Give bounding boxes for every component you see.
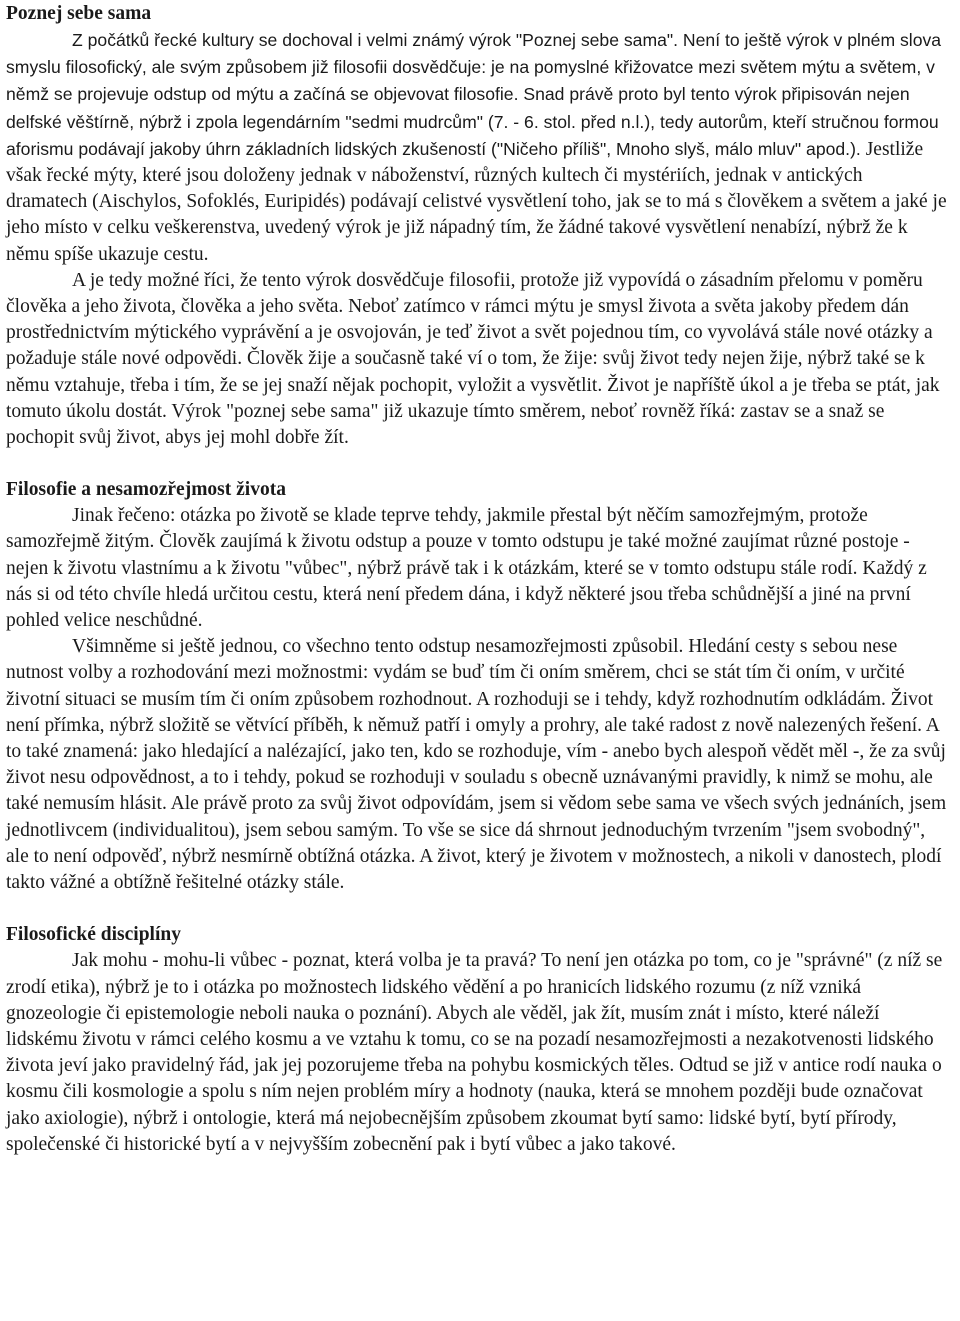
section-heading: Poznej sebe sama xyxy=(6,3,152,24)
paragraph xyxy=(6,27,948,268)
section-filosofie-a-nesamozrejmost xyxy=(6,477,948,896)
paragraph: Jak mohu - mohu-li vůbec - poznat, která volba je ta pravá? To není jen otázka po tom, co je "správné" (z níž se zrodí etika), nýbrž je to i otázka po možnostech lidského vědění a po hranicích lidského rozumu (z níž vzniká gnozeologie či epistemologie neboli nauka o poznání). Abych ale věděl, jak žít, musím znát i místo, které náleží lidskému životu v rámci celého kosmu a ve vztahu k tomu, co se na pozadí nesamozřejmosti a nezakotvenosti lidského života jeví jako pravidelný řád, jak jej pozorujeme třeba na pohybu kosmických těles. Odtud se již v antice rodí nauka o kosmu čili kosmologie a spolu s ním nejen problém míry a hodnoty (nauka, která se mnohem později bude označovat jako axiologie), nýbrž i ontologie, která má nejobecnějším způsobem zkoumat bytí samo: lidské bytí, bytí přírody, společenské či historické bytí a v nejvyšším zobecnění pak i bytí vůbec a jako takové. xyxy=(6,950,943,1155)
paragraph: Všimněme si ještě jednou, co všechno tento odstup nesamozřejmosti způsobil. Hledání cesty s sebou nese nutnost volby a rozhodování mezi možnostmi: vydám se buď tím či oním směrem, chci se stát tím či oním, v určité životní situaci se musím tím či oním způsobem rozhodnout. A rozhoduji se i tehdy, když rozhodnutím odkládám. Život není přímka, nýbrž složitě se větvící příběh, k němuž patří i omyly a prohry, ale také radost z nově nalezených řešení. A to také znamená: jako hledající a nalézající, jako ten, kdo se rozhoduje, vím - anebo bych alespoň vědět měl -, že za svůj život nesu odpovědnost, a to i tehdy, pokud se rozhoduji v souladu s obecně uznávanými pravidly, k nimž se mohu, ale také nemusím hlásit. Ale právě proto za svůj život odpovídám, jsem si vědom sebe sama ve všech svých jednáních, jsem jednotlivcem (individualitou), jsem sebou samým. To vše se sice dá shrnout jednoduchým tvrzením "jsem svobodný", ale to není odpověď, nýbrž nesmírně obtížná otázka. A život, který je životem v možnostech, a nikoli v danostech, plodí takto vážné a obtížně řešitelné otázky stále. xyxy=(6,636,947,894)
document-page xyxy=(0,1,960,1158)
paragraph-text-serif: Jestliže však řecké mýty, které jsou doloženy jednak v náboženství, různých kultech či mystériích, jednak v antických dramatech (Aischylos, Sofoklés, Euripidés) podávají celistvé vysvětlení toho, jak se to má s člověkem a světem a jaké je jeho místo v celku veškerenstva, uvedený výrok je již nápadný tím, že žádné takové vysvětlení nenabízí, nýbrž že k němu spíše ukazuje cestu. xyxy=(6,138,947,265)
paragraph: A je tedy možné říci, že tento výrok dosvědčuje filosofii, protože již vypovídá o zásadním přelomu v poměru člověka a jeho života, člověka a jeho světa. Neboť zatímco v rámci mýtu je smysl života a světa jakoby předem dán prostřednictvím mýtického vyprávění a je osvojován, je teď život a svět pojednou tím, co vyvolává stále nové otázky a požaduje stále nové odpovědi. Člověk žije a současně také ví o tom, že žije: svůj život tedy nejen žije, nýbrž také se k němu vztahuje, třeba i tím, že se jej snaží nějak pochopit, vyložit a vysvětlit. Život je napříště úkol a je třeba se ptát, jak tomuto úkolu dostát. Výrok "poznej sebe sama" již ukazuje tímto směrem, neboť rovněž říká: zastav se a snaž se pochopit svůj život, abys jej mohl dobře žít. xyxy=(6,269,940,449)
section-heading: Filosofie a nesamozřejmost života xyxy=(6,479,286,501)
section-filosoficke-discipliny xyxy=(6,922,948,1158)
section-poznej-sebe-sama xyxy=(6,1,948,451)
section-heading: Filosofické disciplíny xyxy=(6,924,181,946)
paragraph: Jinak řečeno: otázka po životě se klade teprve tehdy, jakmile přestal být něčím samozřejmým, protože samozřejmě žitým. Člověk zaujímá k životu odstup a pouze v tomto odstupu je také možné zaujímat různé postoje - nejen k životu vlastnímu a k životu "vůbec", nýbrž právě tak i k otázkám, které se v tomto odstupu stále rodí. Každý z nás si od této chvíle hledá určitou cestu, která není předem dána, i když některé jsou třeba schůdnější a jiné na první pohled velice neschůdné. xyxy=(6,505,927,632)
paragraph-text-sans: Z počátků řecké kultury se dochoval i velmi známý výrok "Poznej sebe sama". Není to ještě výrok v plném slova smyslu filosofický, ale svým způsobem již filosofii dosvědčuje: je na pomyslné křižovatce mezi světem mýtu a světem, v němž se projevuje odstup od mýtu a začíná se objevovat filosofie. Snad právě proto byl tento výrok připisován nejen delfské věštírně, nýbrž i zpola legendárním "sedmi mudrcům" (7. - 6. stol. před n.l.), tedy autorům, kteří stručnou formou aforismu podávají jakoby úhrn základních lidských zkušeností ("Ničeho příliš", Mnoho slyš, málo mluv" apod.). xyxy=(6,30,942,159)
